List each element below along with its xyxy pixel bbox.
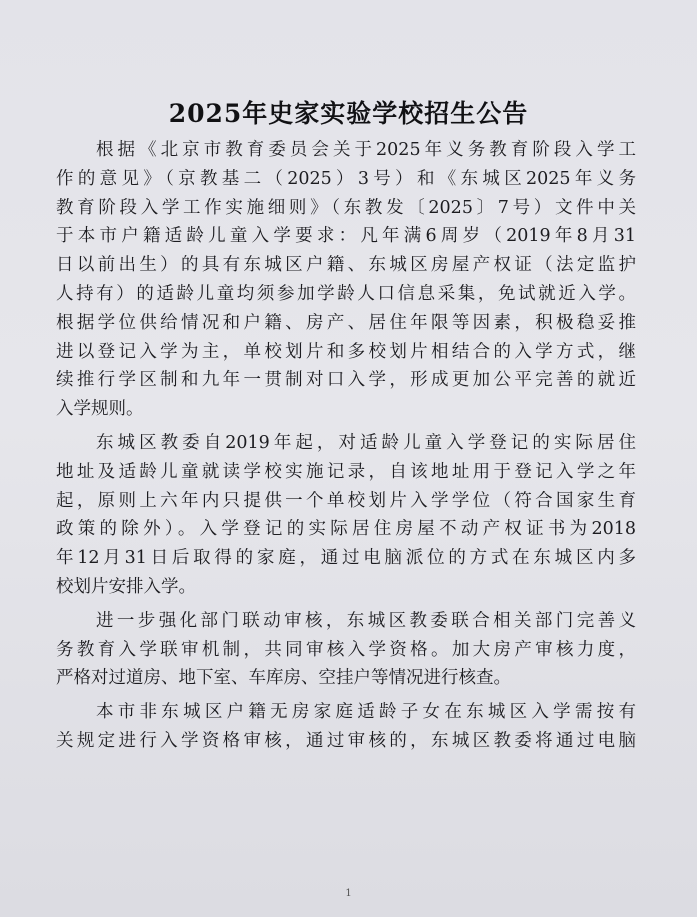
text-line: 东城区教委自2019年起，对适龄儿童入学登记的实际居住	[96, 432, 636, 453]
text-line: 起，原则上六年内只提供一个单校划片入学学位（符合国家生育	[56, 490, 636, 511]
text-line: 作的意见》（京教基二（2025）3号）和《东城区2025年义务	[56, 168, 636, 189]
document-body	[56, 136, 636, 756]
text-line: 进一步强化部门联动审核，东城区教委联合相关部门完善义	[96, 610, 636, 631]
page-number: 1	[345, 888, 352, 899]
text-line: 教育阶段入学工作实施细则》（东教发〔2025〕7号）文件中关	[56, 197, 636, 218]
text-line: 根据学位供给情况和户籍、房产、居住年限等因素，积极稳妥推	[56, 312, 636, 333]
text-line: 根据《北京市教育委员会关于2025年义务教育阶段入学工	[96, 140, 636, 160]
document-title: 2025年史家实验学校招生公告	[168, 99, 529, 128]
text-line: 务教育入学联审机制，共同审核入学资格。加大房产审核力度，	[56, 639, 636, 660]
text-line: 本市非东城区户籍无房家庭适龄子女在东城区入学需按有	[96, 702, 636, 723]
text-line: 年12月31日后取得的家庭，通过电脑派位的方式在东城区内多	[56, 548, 636, 569]
text-line: 校划片安排入学。	[56, 576, 196, 597]
text-line: 严格对过道房、地下室、车库房、空挂户等情况进行核查。	[56, 668, 511, 689]
text-line: 于本市户籍适龄儿童入学要求：凡年满6周岁（2019年8月31	[56, 226, 636, 247]
text-line: 日以前出生）的具有东城区户籍、东城区房屋产权证（法定监护	[56, 255, 636, 276]
text-line: 进以登记入学为主，单校划片和多校划片相结合的入学方式，继	[56, 341, 636, 362]
text-line: 续推行学区制和九年一贯制对口入学，形成更加公平完善的就近	[56, 370, 636, 391]
text-line: 人持有）的适龄儿童均须参加学龄人口信息采集，免试就近入学。	[56, 283, 636, 304]
text-line: 地址及适龄儿童就读学校实施记录，自该地址用于登记入学之年	[56, 461, 636, 482]
text-line: 入学规则。	[56, 399, 144, 420]
text-line: 政策的除外）。入学登记的实际居住房屋不动产权证书为2018	[56, 519, 636, 540]
text-line: 关规定进行入学资格审核，通过审核的，东城区教委将通过电脑	[56, 730, 636, 751]
